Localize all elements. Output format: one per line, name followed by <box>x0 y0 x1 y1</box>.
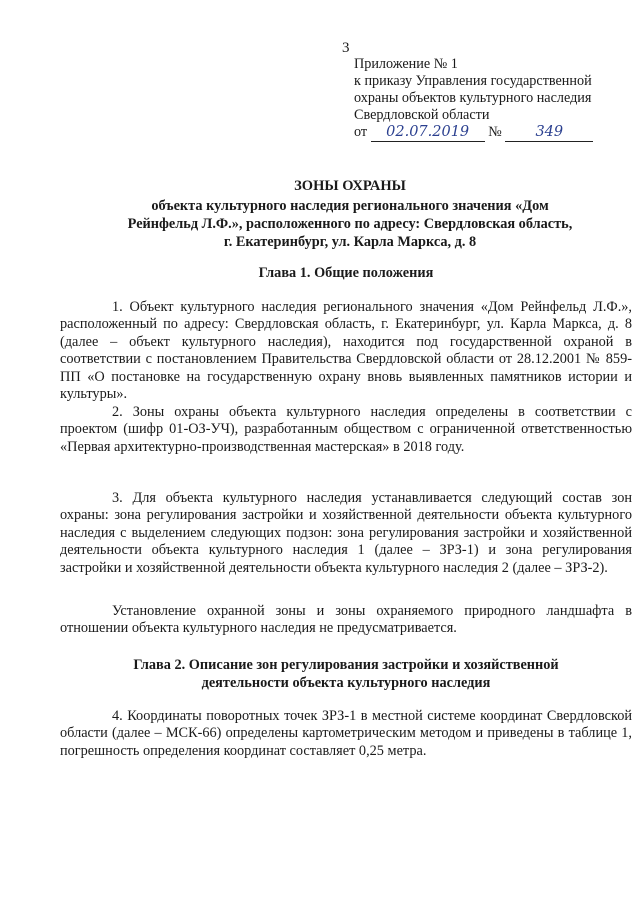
chapter-2-heading-line: деятельности объекта культурного наследия <box>201 675 491 691</box>
appendix-line: Приложение № 1 <box>354 56 458 72</box>
title-block <box>90 178 610 251</box>
subtitle-line: г. Екатеринбург, ул. Карла Маркса, д. 8 <box>223 234 477 250</box>
appendix-block <box>354 56 593 142</box>
handwritten-date: 02.07.2019 <box>371 124 485 142</box>
chapter-2-heading-line: Глава 2. Описание зон регулирования застройки и хозяйственной <box>133 657 559 673</box>
paragraph-1: 1. Объект культурного наследия регионального значения «Дом Рейнфельд Л.Ф.», расположенный по адресу: Свердловская область, г. Екатеринбург, ул. Карла Маркса, д. 8 (далее – объект культурного наследия), находится под государственной охраной в соответствии с постановлением Правительства Свердловской области от 28.12.2001 № 859-ПП «О постановке на государственную охрану вновь выявленных памятников истории и культуры». <box>60 299 632 403</box>
paragraph-3: 3. Для объекта культурного наследия устанавливается следующий состав зон охраны: зона регулирования застройки и хозяйственной деятельности объекта культурного наследия с выделением следующих подзон: зона регулирования застройки и хозяйственной деятельности объекта культурного наследия 1 (далее – ЗРЗ-1) и зона регулирования застройки и хозяйственной деятельности объекта культурного наследия 2 (далее – ЗРЗ-2). <box>60 490 632 576</box>
chapter-2-heading <box>60 656 632 692</box>
document-subtitle <box>90 197 610 251</box>
handwritten-number: 349 <box>505 124 593 142</box>
from-label: от <box>354 124 368 140</box>
appendix-line: Свердловской области <box>354 107 490 123</box>
paragraph-4: 4. Координаты поворотных точек ЗРЗ-1 в местной системе координат Свердловской области (далее – МСК-66) определены картометрическим методом и приведены в таблице 1, погрешность определения координат составляет 0,25 метра. <box>60 708 632 759</box>
paragraph-establishment: Установление охранной зоны и зоны охраняемого природного ландшафта в отношении объекта культурного наследия не предусматривается. <box>60 603 632 637</box>
subtitle-line: объекта культурного наследия регионального значения «Дом <box>151 198 549 214</box>
chapter-1-heading: Глава 1. Общие положения <box>258 265 434 281</box>
document-title: ЗОНЫ ОХРАНЫ <box>294 178 406 194</box>
appendix-line: охраны объектов культурного наследия <box>354 90 592 106</box>
page-number: 3 <box>342 40 350 56</box>
paragraph-2: 2. Зоны охраны объекта культурного наследия определены в соответствии с проектом (шифр 01-ОЗ-УЧ), разработанным обществом с ограниченной ответственностью «Первая архитектурно-производственная мастерская» в 2018 году. <box>60 404 632 455</box>
subtitle-line: Рейнфельд Л.Ф.», расположенного по адресу: Свердловская область, <box>127 216 573 232</box>
order-date-number-line <box>354 124 593 142</box>
number-label: № <box>488 124 502 140</box>
appendix-line: к приказу Управления государственной <box>354 73 592 89</box>
